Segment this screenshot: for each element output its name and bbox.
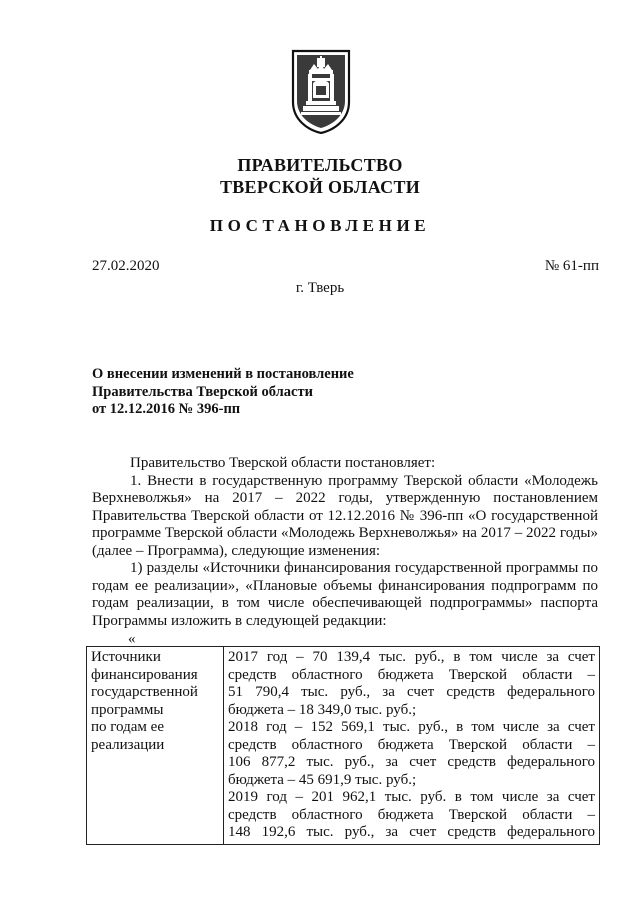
org-name-line1: ПРАВИТЕЛЬСТВО bbox=[237, 155, 403, 175]
financing-line: 2018 год – 152 569,1 тыс. руб., в том числе за счет bbox=[228, 719, 595, 735]
document-type-title: ПОСТАНОВЛЕНИЕ bbox=[209, 216, 431, 235]
document-body bbox=[92, 455, 598, 630]
org-name-line2: ТВЕРСКОЙ ОБЛАСТИ bbox=[219, 177, 421, 197]
financing-line: средств областного бюджета Тверской области – bbox=[228, 806, 595, 823]
financing-line: средств областного бюджета Тверской области – bbox=[228, 666, 595, 683]
financing-line: 106 877,2 тыс. руб., за счет средств федерального bbox=[228, 754, 595, 770]
financing-line: 51 790,4 тыс. руб., за счет средств федерального bbox=[228, 684, 595, 700]
document-city: г. Тверь bbox=[295, 280, 345, 296]
body-item-1-1: 1) разделы «Источники финансирования государственной программы по годам ее реализации», «Плановые объемы финансирования подпрограмм по годам реализации, в том числе обеспечивающей подпрограммы» паспорта Программы изложить в следующей редакции: bbox=[92, 560, 598, 629]
financing-label-cell bbox=[87, 647, 224, 845]
tver-coat-of-arms-icon bbox=[290, 48, 352, 134]
financing-table bbox=[86, 646, 600, 845]
body-item-1: 1. Внести в государственную программу Тверской области «Молодежь Верхневолжья» на 2017 – 2022 годы, утвержденную постановлением Правительства Тверской области от 12.12.2016 № 396-пп «О государственной программе Тверской области «Молодежь Верхневолжья» на 2017 – 2022 годы» (далее – Программа), следующие изменения: bbox=[92, 472, 598, 559]
subject-line-1: О внесении изменений в постановление bbox=[92, 366, 354, 382]
table-row bbox=[87, 647, 600, 845]
financing-line: 2019 год – 201 962,1 тыс. руб. в том числе за счет bbox=[228, 789, 595, 805]
document-subject bbox=[92, 366, 354, 419]
financing-line: средств областного бюджета Тверской области – bbox=[228, 736, 595, 753]
body-intro: Правительство Тверской области постановляет: bbox=[130, 455, 436, 471]
financing-line: бюджета – 18 349,0 тыс. руб.; bbox=[228, 701, 417, 718]
financing-line: бюджета – 45 691,9 тыс. руб.; bbox=[228, 771, 417, 788]
financing-label: Источники финансирования государственной программы по годам ее реализации bbox=[91, 649, 198, 753]
financing-value-cell bbox=[224, 647, 600, 845]
subject-line-2: Правительства Тверской области bbox=[92, 383, 313, 400]
quote-open-mark: « bbox=[128, 631, 136, 647]
financing-line: 2017 год – 70 139,4 тыс. руб., в том числе за счет bbox=[228, 649, 595, 665]
subject-line-3: от 12.12.2016 № 396-пп bbox=[92, 401, 241, 417]
document-number: № 61-пп bbox=[544, 258, 599, 274]
financing-line: 148 192,6 тыс. руб., за счет средств федерального bbox=[228, 824, 595, 840]
document-date: 27.02.2020 bbox=[92, 258, 160, 274]
